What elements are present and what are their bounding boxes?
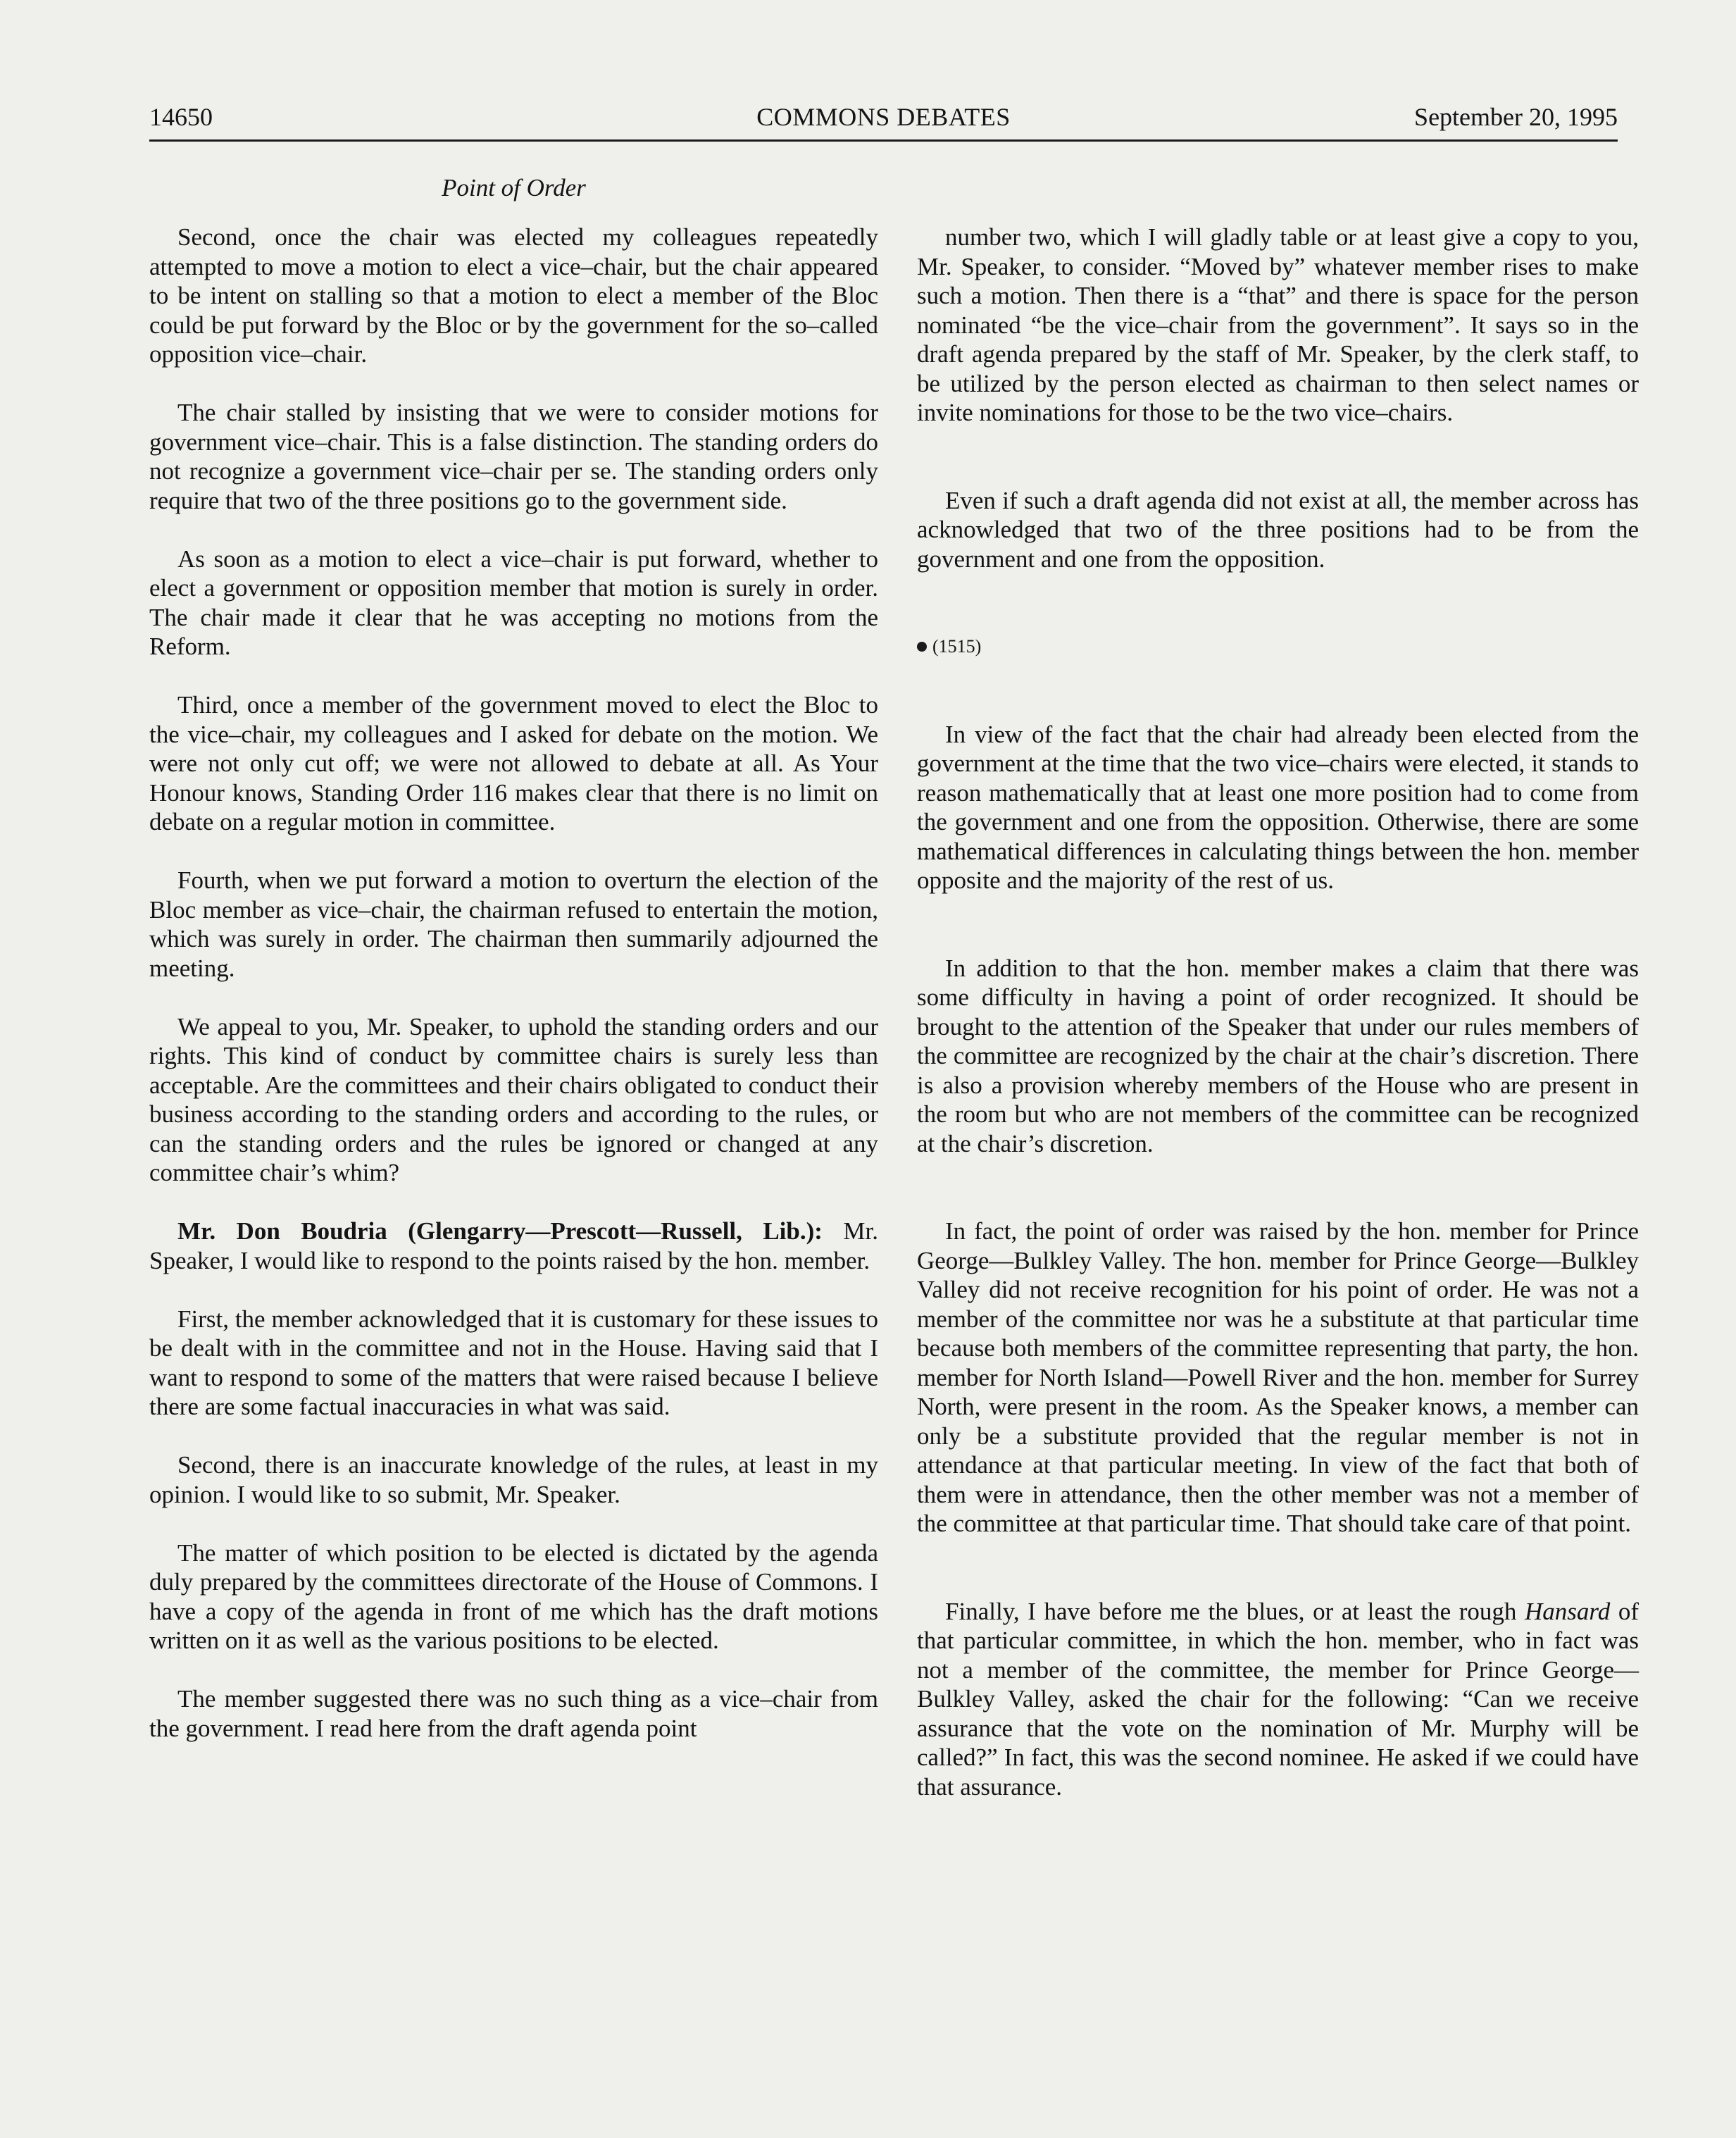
paragraph: The member suggested there was no such thing as a vice–chair from the government. I read here from the draft agenda point xyxy=(149,1685,878,1742)
text-run: Finally, I have before me the blues, or at least the rough xyxy=(945,1597,1525,1625)
paragraph: Fourth, when we put forward a motion to overturn the election of the Bloc member as vice–chair, the chairman refused to entertain the motion, which was surely in order. The chairman then summarily adjourned the meeting. xyxy=(149,866,878,982)
paragraph: In addition to that the hon. member makes a claim that there was some difficulty in having a point of order recognized. It should be brought to the attention of the Speaker that under our rules members of the committee are recognized by the chair at the chair’s discretion. There is also a provision whereby members of the House who are present in the room but who are not members of the committee can be recognized at the chair’s discretion. xyxy=(917,954,1639,1157)
publication-reference: Hansard xyxy=(1525,1597,1611,1625)
timestamp-text: (1515) xyxy=(932,636,982,657)
timestamp xyxy=(917,632,1639,661)
paragraph: Even if such a draft agenda did not exist at all, the member across has acknowledged that two of the three positions had to be from the government and one from the opposition. xyxy=(917,486,1639,573)
running-header xyxy=(149,99,1618,135)
header-rule xyxy=(149,139,1618,142)
speech-text: Mr. Speaker, I would like to respond to the points raised by the hon. member. xyxy=(149,1217,878,1274)
speech-paragraph xyxy=(149,1217,878,1275)
publication-title: COMMONS DEBATES xyxy=(756,103,1011,131)
text-run: of that particular committee, in which the hon. member, who in fact was not a member of the committee, the member for Prince George—Bulkley Valley, asked the chair for the following: “Can we receive assurance that the vote on the nomination of Mr. Murphy will be called?” In fact, this was the second nominee. He asked if we could have that assurance. xyxy=(917,1597,1640,1801)
left-column xyxy=(149,223,878,1772)
page-number: 14650 xyxy=(149,103,213,131)
right-column xyxy=(917,223,1639,1831)
paragraph: As soon as a motion to elect a vice–chair is put forward, whether to elect a government or opposition member that motion is surely in order. The chair made it clear that he was accepting no motions from the Reform. xyxy=(149,545,878,660)
speaker-name: Mr. Don Boudria (Glengarry—Prescott—Russell, Lib.): xyxy=(177,1217,823,1245)
bullet-icon xyxy=(917,642,927,652)
paragraph: number two, which I will gladly table or at least give a copy to you, Mr. Speaker, to consider. “Moved by” whatever member rises to make such a motion. Then there is a “that” and there is space for the person nominated “be the vice–chair from the government”. It says so in the draft agenda prepared by the staff of Mr. Speaker, by the clerk staff, to be utilized by the person elected as chairman to then select names or invite nominations for those to be the two vice–chairs. xyxy=(917,223,1639,426)
paragraph: Third, once a member of the government moved to elect the Bloc to the vice–chair, my colleagues and I asked for debate on the motion. We were not only cut off; we were not allowed to debate at all. As Your Honour knows, Standing Order 116 makes clear that there is no limit on debate on a regular motion in committee. xyxy=(149,691,878,835)
paragraph: Second, once the chair was elected my colleagues repeatedly attempted to move a motion to elect a vice–chair, but the chair appeared to be intent on stalling so that a motion to elect a member of the Bloc could be put forward by the Bloc or by the government for the so–called opposition vice–chair. xyxy=(149,223,878,368)
paragraph: In view of the fact that the chair had already been elected from the government at the time that the two vice–chairs were elected, it stands to reason mathematically that at least one more position had to come from the government and one from the opposition. Otherwise, there are some mathematical differences in calculating things between the hon. member opposite and the majority of the rest of us. xyxy=(917,720,1639,894)
section-heading: Point of Order xyxy=(442,174,586,201)
paragraph: The matter of which position to be elected is dictated by the agenda duly prepared by the committees directorate of the House of Commons. I have a copy of the agenda in front of me which has the draft motions written on it as well as the various positions to be elected. xyxy=(149,1539,878,1654)
paragraph: First, the member acknowledged that it is customary for these issues to be dealt with in the committee and not in the House. Having said that I want to respond to some of the matters that were raised because I believe there are some factual inaccuracies in what was said. xyxy=(149,1305,878,1420)
paragraph: Second, there is an inaccurate knowledge of the rules, at least in my opinion. I would like to so submit, Mr. Speaker. xyxy=(149,1451,878,1508)
paragraph: The chair stalled by insisting that we were to consider motions for government vice–chair. This is a false distinction. The standing orders do not recognize a government vice–chair per se. The standing orders only require that two of the three positions go to the government side. xyxy=(149,399,878,514)
publication-date: September 20, 1995 xyxy=(1414,103,1618,131)
paragraph xyxy=(917,1597,1639,1802)
paragraph: We appeal to you, Mr. Speaker, to uphold the standing orders and our rights. This kind of conduct by committee chairs is surely less than acceptable. Are the committees and their chairs obligated to conduct their business according to the standing orders and according to the rules, or can the standing orders and the rules be ignored or changed at any committee chair’s whim? xyxy=(149,1012,878,1186)
paragraph: In fact, the point of order was raised by the hon. member for Prince George—Bulkley Valley. The hon. member for Prince George—Bulkley Valley did not receive recognition for his point of order. He was not a member of the committee nor was he a substitute at that particular time because both members of the committee representing that party, the hon. member for North Island—Powell River and the hon. member for Surrey North, were present in the room. As the Speaker knows, a member can only be a substitute provided that the regular member is not in attendance at that particular meeting. In view of the fact that both of them were in attendance, then the other member was not a member of the committee at that particular time. That should take care of that point. xyxy=(917,1217,1639,1537)
